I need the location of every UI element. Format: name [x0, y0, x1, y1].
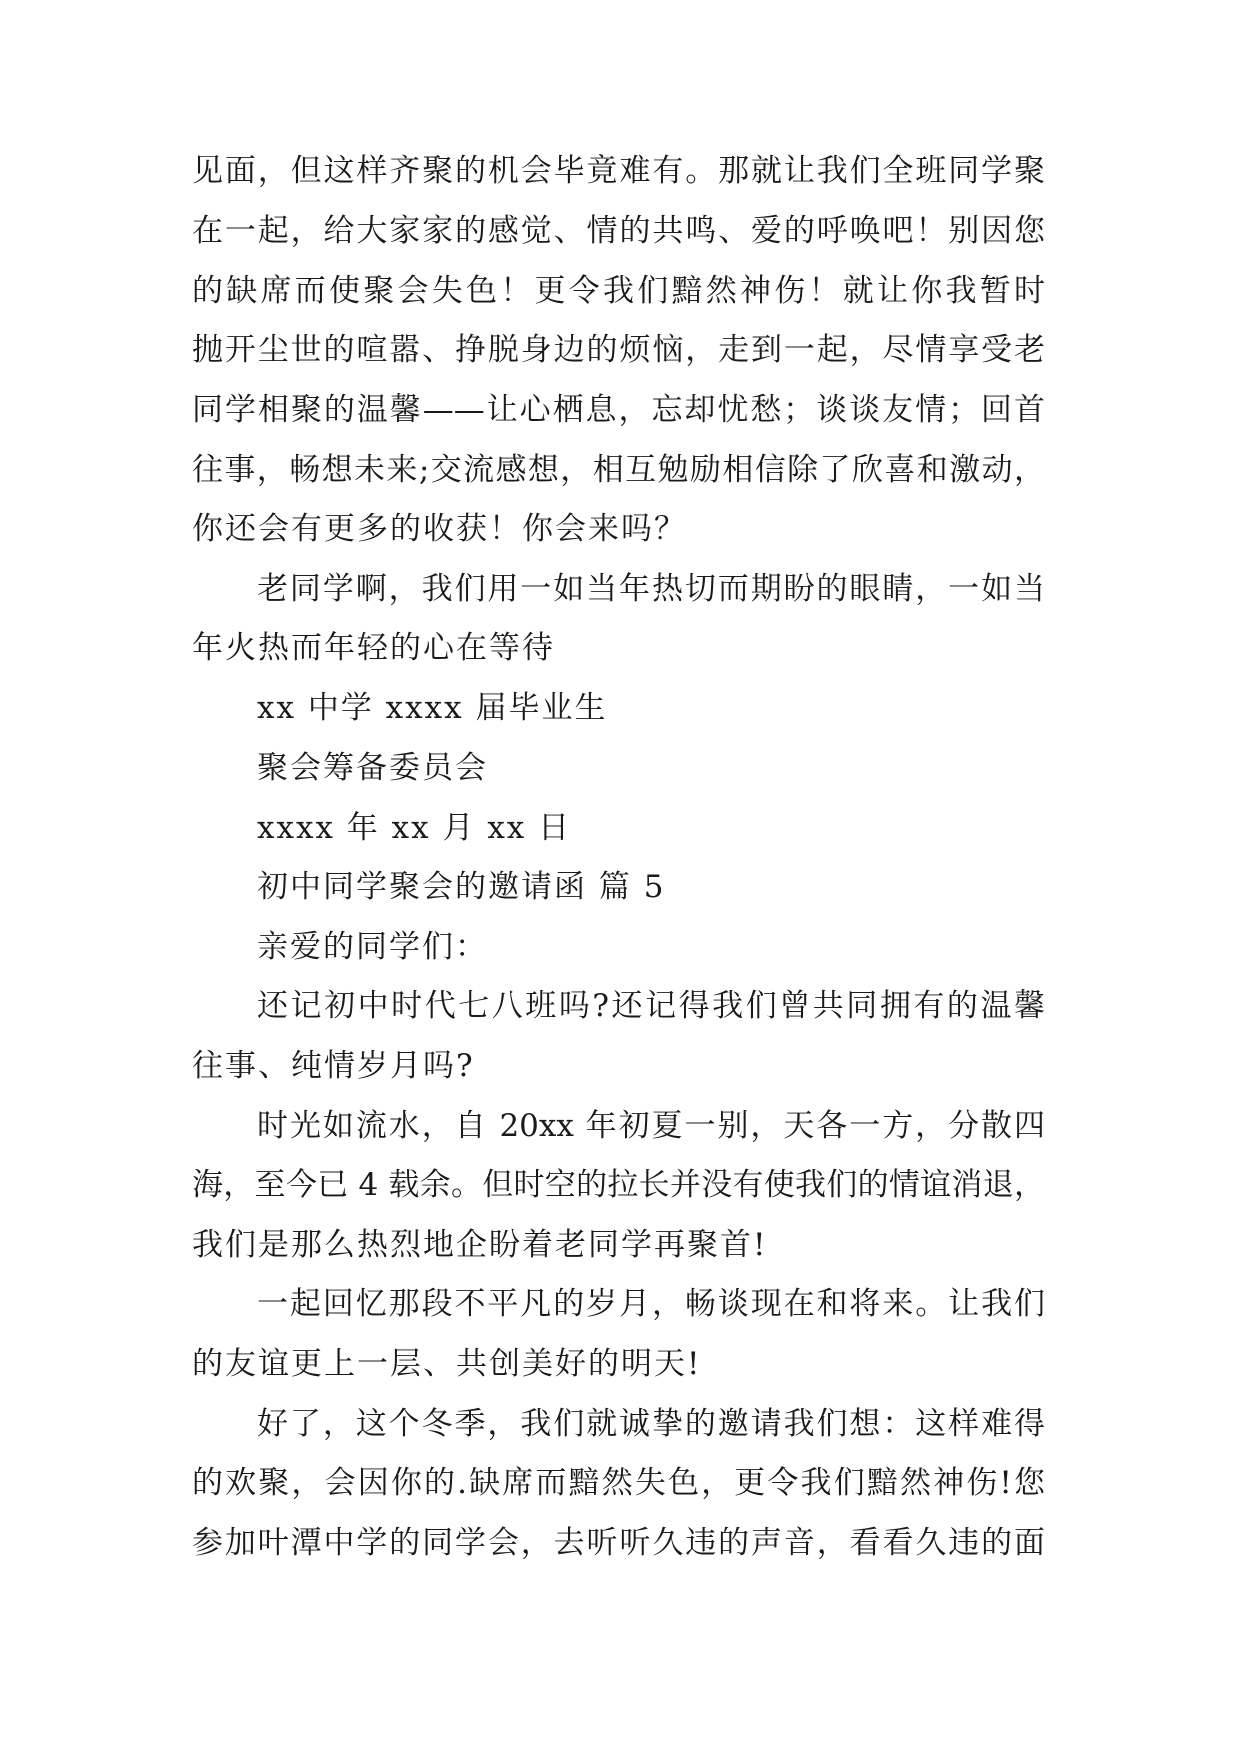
text-line: 的缺席而使聚会失色！更令我们黯然神伤！就让你我暂时 — [192, 273, 1045, 309]
text-line: 时光如流水，自 20xx 年初夏一别，天各一方，分散四 — [257, 1108, 1045, 1144]
signature-committee: 聚会筹备委员会 — [257, 750, 488, 786]
text-line: 老同学啊，我们用一如当年热切而期盼的眼睛，一如当 — [257, 571, 1045, 607]
text-line: 的欢聚，会因你的.缺席而黯然失色，更令我们黯然神伤!您 — [192, 1465, 1045, 1501]
text-line: 在一起，给大家家的感觉、情的共鸣、爱的呼唤吧！别因您 — [192, 213, 1045, 249]
text-line: 好了，这个冬季，我们就诚挚的邀请我们想：这样难得 — [257, 1406, 1045, 1442]
text-line: 海，至今已 4 载余。但时空的拉长并没有使我们的情谊消退， — [192, 1167, 1045, 1203]
salutation: 亲爱的同学们： — [257, 929, 488, 965]
text-line: 我们是那么热烈地企盼着老同学再聚首! — [192, 1227, 768, 1263]
section-heading: 初中同学聚会的邀请函 篇 5 — [257, 869, 666, 905]
text-line: 抛开尘世的喧嚣、挣脱身边的烦恼，走到一起，尽情享受老 — [192, 332, 1045, 368]
text-line: 往事，畅想未来;交流感想，相互勉励相信除了欣喜和激动， — [192, 452, 1045, 488]
signature-school: xx 中学 xxxx 届毕业生 — [257, 690, 608, 726]
text-line: 年火热而年轻的心在等待 — [192, 630, 555, 666]
text-line: 参加叶潭中学的同学会，去听听久违的声音，看看久违的面 — [192, 1525, 1045, 1561]
text-line: 的友谊更上一层、共创美好的明天! — [192, 1346, 702, 1382]
text-line: 往事、纯情岁月吗? — [192, 1048, 475, 1084]
text-line: 同学相聚的温馨——让心栖息，忘却忧愁；谈谈友情；回首 — [192, 392, 1045, 428]
text-line: 还记初中时代七八班吗?还记得我们曾共同拥有的温馨 — [257, 988, 1045, 1024]
text-line: 一起回忆那段不平凡的岁月，畅谈现在和将来。让我们 — [257, 1286, 1045, 1322]
signature-date: xxxx 年 xx 月 xx 日 — [257, 810, 572, 846]
text-line: 见面，但这样齐聚的机会毕竟难有。那就让我们全班同学聚 — [192, 153, 1045, 189]
text-line: 你还会有更多的收获！你会来吗？ — [192, 511, 687, 547]
